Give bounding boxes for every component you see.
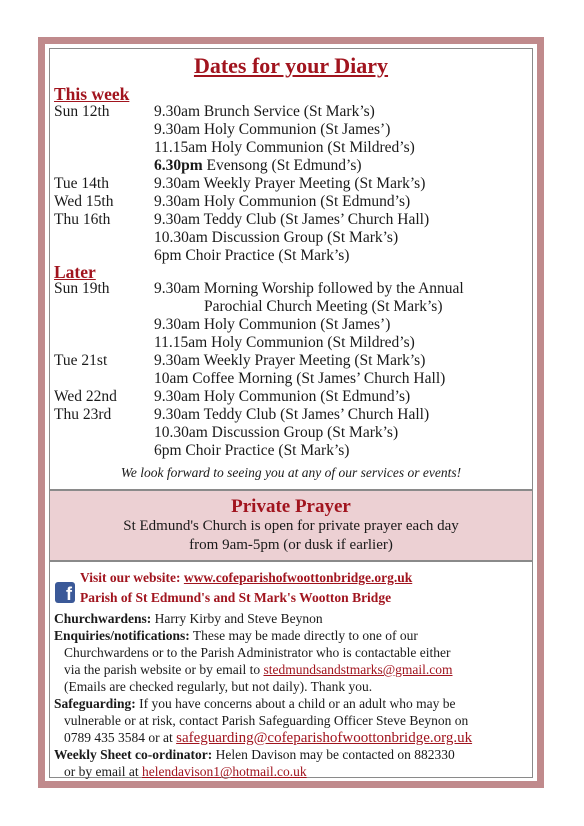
- later-heading: Later: [54, 262, 96, 282]
- churchwardens-line: [54, 610, 323, 627]
- event-row: [54, 193, 530, 211]
- safeguarding-text-3: 0789 435 3584 or at: [64, 730, 177, 745]
- diary-title: Dates for your Diary: [193, 53, 389, 78]
- event-text: 9.30am Holy Communion (St Edmund’s): [154, 193, 411, 210]
- event-text: 11.15am Holy Communion (St Mildred’s): [154, 334, 415, 351]
- closing-message: We look forward to seeing you at any of our services or events!: [120, 465, 462, 480]
- prayer-title: Private Prayer: [231, 496, 351, 517]
- event-text: 9.30am Holy Communion (St Edmund’s): [154, 388, 411, 405]
- safeguarding-email-link[interactable]: safeguarding@cofeparishofwoottonbridge.org.uk: [176, 730, 473, 746]
- enquiries-line-3: [64, 661, 453, 678]
- event-day: Sun 12th: [54, 103, 110, 120]
- event-text: 10am Coffee Morning (St James’ Church Hall): [154, 370, 446, 387]
- prayer-line-2: from 9am-5pm (or dusk if earlier): [189, 537, 393, 553]
- enquiries-text-1: These may be made directly to one of our: [189, 628, 418, 643]
- event-text: 10.30am Discussion Group (St Mark’s): [154, 229, 399, 246]
- event-row: [54, 229, 530, 247]
- event-row: [54, 175, 530, 193]
- event-row: [54, 370, 530, 388]
- event-text: 9.30am Holy Communion (St James’): [154, 121, 391, 138]
- event-day: Sun 19th: [54, 280, 110, 297]
- event-row: [54, 139, 530, 157]
- diary-section: [49, 48, 533, 490]
- enquiries-line-2: Churchwardens or to the Parish Administrator who is contactable either: [64, 645, 451, 660]
- website-line: [80, 570, 412, 586]
- event-text: 11.15am Holy Communion (St Mildred’s): [154, 139, 415, 156]
- event-text: 10.30am Discussion Group (St Mark’s): [154, 424, 399, 441]
- safeguarding-line-2: vulnerable or at risk, contact Parish Safeguarding Officer Steve Beynon on: [64, 713, 469, 728]
- event-text: 6pm Choir Practice (St Mark’s): [154, 442, 350, 459]
- event-text: 9.30am Teddy Club (St James’ Church Hall): [154, 211, 430, 228]
- safeguarding-label: Safeguarding:: [54, 696, 136, 711]
- event-row: [54, 247, 530, 265]
- event-day: Wed 15th: [54, 193, 114, 210]
- enquiries-email-link[interactable]: stedmundsandstmarks@gmail.com: [263, 662, 453, 677]
- event-text: 9.30am Holy Communion (St James’): [154, 316, 391, 333]
- event-row: [54, 334, 530, 352]
- weekly-sheet-label: Weekly Sheet co-ordinator:: [54, 747, 213, 762]
- weekly-sheet-line-2: [64, 763, 307, 780]
- weekly-sheet-email-link[interactable]: helendavison1@hotmail.co.uk: [141, 764, 307, 779]
- safeguarding-text-1: If you have concerns about a child or an adult who may be: [135, 696, 456, 711]
- safeguarding-line-3: [64, 729, 472, 747]
- event-text: 9.30am Weekly Prayer Meeting (St Mark’s): [154, 352, 426, 369]
- event-text: [154, 157, 362, 175]
- weekly-sheet-text-2: or by email at: [64, 764, 142, 779]
- event-row: [54, 424, 530, 442]
- contact-section: [49, 561, 533, 778]
- prayer-line-1: St Edmund's Church is open for private prayer each day: [123, 518, 459, 534]
- event-row: [54, 442, 530, 460]
- churchwardens-text: Harry Kirby and Steve Beynon: [151, 611, 323, 626]
- website-link[interactable]: www.cofeparishofwoottonbridge.org.uk: [183, 570, 413, 585]
- event-row: [54, 352, 530, 370]
- event-text: Parochial Church Meeting (St Mark’s): [204, 298, 443, 315]
- event-text: 9.30am Morning Worship followed by the Annual: [154, 280, 464, 297]
- enquiries-text-3: via the parish website or by email to: [64, 662, 264, 677]
- facebook-icon[interactable]: f: [55, 582, 75, 603]
- event-text: 9.30am Teddy Club (St James’ Church Hall): [154, 406, 430, 423]
- event-text: 9.30am Weekly Prayer Meeting (St Mark’s): [154, 175, 426, 192]
- event-day: Wed 22nd: [54, 388, 117, 405]
- event-row: [54, 316, 530, 334]
- weekly-sheet-text-1: Helen Davison may be contacted on 882330: [212, 747, 455, 762]
- event-description: Evensong (St Edmund’s): [202, 157, 362, 174]
- this-week-heading: This week: [54, 84, 130, 104]
- event-day: Thu 23rd: [54, 406, 112, 423]
- website-label: Visit our website:: [80, 570, 184, 585]
- enquiries-line-4: (Emails are checked regularly, but not daily). Thank you.: [64, 679, 373, 694]
- churchwardens-label: Churchwardens:: [54, 611, 152, 626]
- private-prayer-section: [49, 490, 533, 561]
- event-day: Tue 14th: [54, 175, 109, 192]
- event-time-bold: 6.30pm: [154, 157, 203, 174]
- event-row: [54, 157, 530, 175]
- event-row: [54, 298, 530, 316]
- event-row: [54, 280, 530, 298]
- event-row: [54, 406, 530, 424]
- event-day: Thu 16th: [54, 211, 111, 228]
- facebook-page-name[interactable]: Parish of St Edmund's and St Mark's Wootton Bridge: [80, 590, 392, 605]
- event-text: 6pm Choir Practice (St Mark’s): [154, 247, 350, 264]
- enquiries-line-1: [54, 627, 418, 644]
- event-text: 9.30am Brunch Service (St Mark’s): [154, 103, 375, 120]
- event-row: [54, 121, 530, 139]
- enquiries-label: Enquiries/notifications:: [54, 628, 190, 643]
- event-row: [54, 103, 530, 121]
- event-row: [54, 211, 530, 229]
- safeguarding-line-1: [54, 695, 456, 712]
- event-day: Tue 21st: [54, 352, 108, 369]
- weekly-sheet-line-1: [54, 746, 455, 763]
- event-row: [54, 388, 530, 406]
